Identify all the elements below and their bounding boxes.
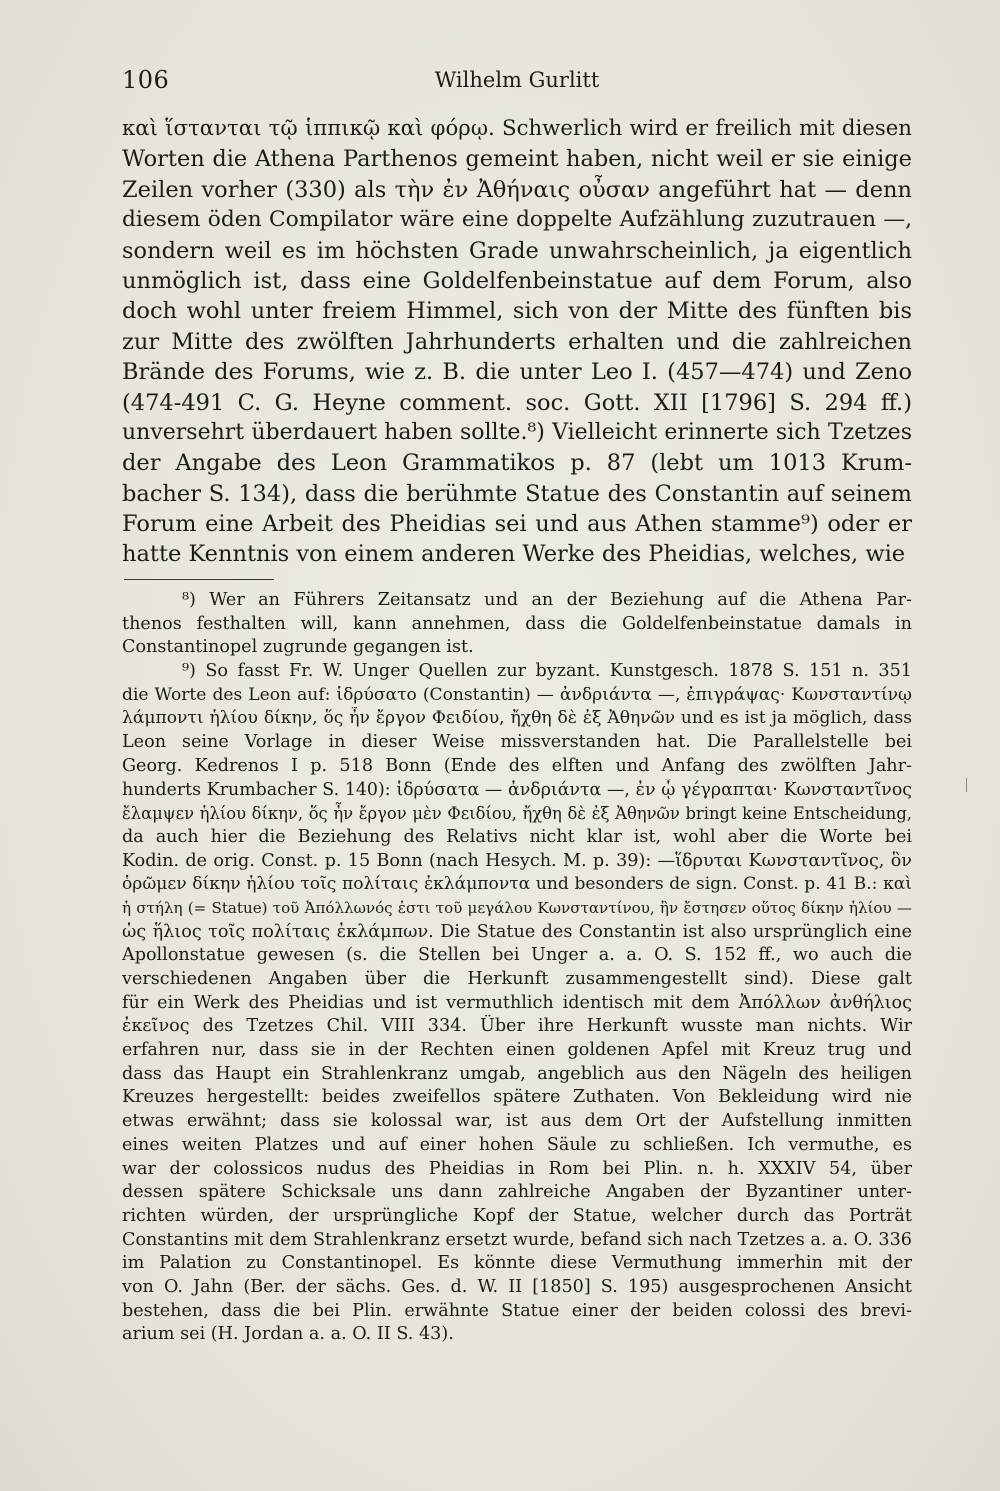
footnote-9-line: da auch hier die Beziehung des Relativs nicht klar ist, wohl aber die Worte bei: [122, 826, 912, 847]
footnote-9-line: Kreuzes hergestellt: beides zweifellos spätere Zuthaten. Von Bekleidung wird nie: [122, 1087, 912, 1108]
footnote-9-line: Leon seine Vorlage in dieser Weise missverstanden hat. Die Parallelstelle bei: [122, 732, 912, 753]
footnote-8-line: Constantinopel zugrunde gegangen ist.: [122, 637, 474, 658]
footnote-9-line: war der colossicos nudus des Pheidias in Rom bei Plin. n. h. XXXIV 54, über: [122, 1158, 912, 1179]
body-line: sondern weil es im höchsten Grade unwahrscheinlich, ja eigentlich: [122, 237, 912, 264]
footnote-9-line: dass das Haupt ein Strahlenkranz umgab, angeblich aus den Nägeln des heiligen: [122, 1063, 912, 1084]
footnote-9-line: richten würden, der ursprüngliche Kopf der Statue, welcher durch das Porträt: [122, 1205, 912, 1226]
footnote-9-line: etwas erwähnt; dass sie kolossal war, ist aus dem Ort der Aufstellung inmitten: [122, 1111, 912, 1132]
footnote-9-line: Constantins mit dem Strahlenkranz ersetzt wurde, befand sich nach Tzetzes a. a. O. 336: [122, 1229, 912, 1250]
footnote-9-line: ⁹) So fasst Fr. W. Unger Quellen zur byzant. Kunstgesch. 1878 S. 151 n. 351: [182, 661, 912, 682]
body-line: unversehrt überdauert haben sollte.⁸) Vielleicht erinnerte sich Tzetzes: [122, 419, 912, 445]
footnote-rule: [124, 579, 274, 580]
footnote-9-line: ὁρῶμεν δίκην ἡλίου τοῖς πολίταις ἐκλάμποντα und besonders de sign. Const. p. 41 B.: καὶ: [122, 874, 912, 895]
footnote-9-line: im Palation zu Constantinopel. Es könnte diese Vermuthung immerhin mit der: [122, 1253, 912, 1274]
running-title: Wilhelm Gurlitt: [434, 68, 600, 92]
margin-mark: [966, 778, 967, 792]
footnote-9-line: ἐκεῖνος des Tzetzes Chil. VIII 334. Über ihre Herkunft wusste man nichts. Wir: [122, 1016, 912, 1037]
body-line: hatte Kenntnis von einem anderen Werke des Pheidias, welches, wie: [122, 541, 906, 568]
body-line: καὶ ἵστανται τῷ ἱππικῷ καὶ φόρῳ. Schwerlich wird er freilich mit diesen: [122, 116, 912, 141]
body-line: zur Mitte des zwölften Jahrhunderts erhalten und die zahlreichen: [122, 328, 912, 355]
footnote-9-line: verschiedenen Angaben über die Herkunft zusammengestellt sind). Diese galt: [122, 969, 912, 989]
footnote-9-line: λάμποντι ἡλίου δίκην, ὅς ἦν ἔργον Φειδίου, ἤχθη δὲ ἐξ Ἀθηνῶν und es ist ja möglich, dass: [122, 708, 912, 729]
page-number: 106: [122, 66, 170, 94]
footnote-9-line: hunderts Krumbacher S. 140): ἱδρύσατα — ἀνδριάντα —, ἐν ᾧ γέγραπται· Κωνσταντῖνος: [122, 779, 912, 800]
footnote-9-line: von O. Jahn (Ber. der sächs. Ges. d. W. II [1850] S. 195) ausgesprochenen Ansicht: [122, 1276, 912, 1297]
footnotes: [122, 589, 912, 1347]
footnote-9-line: Kodin. de orig. Const. p. 15 Bonn (nach Hesych. M. p. 39): —ἵδρυται Κωνσταντῖνος, ὃν: [122, 850, 912, 871]
body-line: Brände des Forums, wie z. B. die unter Leo I. (457—474) und Zeno: [122, 359, 912, 386]
body-line: Worten die Athena Parthenos gemeint haben, nicht weil er sie einige: [122, 146, 912, 173]
body-line: Zeilen vorher (330) als τὴν ἐν Ἀθήναις οὖσαν angeführt hat — denn: [122, 176, 912, 203]
body-line: diesem öden Compilator wäre eine doppelte Aufzählung zuzutrauen —,: [122, 207, 912, 233]
footnote-9-line: Georg. Kedrenos I p. 518 Bonn (Ende des elften und Anfang des zwölften Jahr-: [122, 755, 912, 776]
body-line: (474-491 C. G. Heyne comment. soc. Gott. XII [1796] S. 294 ff.): [122, 389, 912, 416]
body-line: der Angabe des Leon Grammatikos p. 87 (lebt um 1013 Krum-: [122, 450, 912, 477]
footnote-9-line: Apollonstatue gewesen (s. die Stellen bei Unger a. a. O. S. 152 ff., wo auch die: [122, 945, 912, 966]
footnote-9-line: ὡς ἥλιος τοῖς πολίταις ἐκλάμπων. Die Statue des Constantin ist also ursprünglich eine: [122, 921, 912, 942]
footnote-9-line: die Worte des Leon auf: ἱδρύσατο (Constantin) — ἀνδριάντα —, ἐπιγράψας· Κωνσταντίνῳ: [122, 684, 912, 705]
body-line: bacher S. 134), dass die berühmte Statue des Constantin auf seinem: [122, 480, 912, 507]
footnote-8-line: thenos festhalten will, kann annehmen, dass die Goldelfenbeinstatue damals in: [122, 613, 912, 634]
main-text: [122, 114, 912, 570]
footnote-9-line: ἔλαμψεν ἡλίου δίκην, ὅς ἦν ἔργον μὲν Φειδίου, ἤχθη δὲ ἐξ Ἀθηνῶν bringt keine Entscheidung,: [122, 804, 912, 824]
footnote-9-line: für ein Werk des Pheidias und ist vermuthlich identisch mit dem Ἀπόλλων ἀνθήλιος: [122, 992, 912, 1013]
running-head: [122, 66, 912, 96]
body-line: doch wohl unter freiem Himmel, sich von der Mitte des fünften bis: [122, 298, 912, 325]
body-line: unmöglich ist, dass eine Goldelfenbeinstatue auf dem Forum, also: [122, 267, 912, 294]
footnote-9-line: erfahren nur, dass sie in der Rechten einen goldenen Apfel mit Kreuz trug und: [122, 1040, 912, 1061]
footnote-8-line: ⁸) Wer an Führers Zeitansatz und an der Beziehung auf die Athena Par-: [182, 590, 912, 610]
footnote-9-line: eines weiten Platzes und auf einer hohen Säule zu schließen. Ich vermuthe, es: [122, 1134, 912, 1155]
footnote-9-line: ἡ στήλη (= Statue) τοῦ Ἀπόλλωνός ἐστι τοῦ μεγάλου Κωνσταντίνου, ἣν ἔστησεν οὕτος δίκην ἡλίου —: [122, 898, 912, 917]
footnote-9-line: arium sei (H. Jordan a. a. O. II S. 43).: [122, 1324, 454, 1345]
footnote-9-line: dessen spätere Schicksale uns dann zahlreiche Angaben der Byzantiner unter-: [122, 1182, 912, 1203]
footnote-9-line: bestehen, dass die bei Plin. erwähnte Statue einer der beiden colossi des brevi-: [122, 1300, 912, 1321]
body-line: Forum eine Arbeit des Pheidias sei und aus Athen stamme⁹) oder er: [122, 511, 912, 538]
